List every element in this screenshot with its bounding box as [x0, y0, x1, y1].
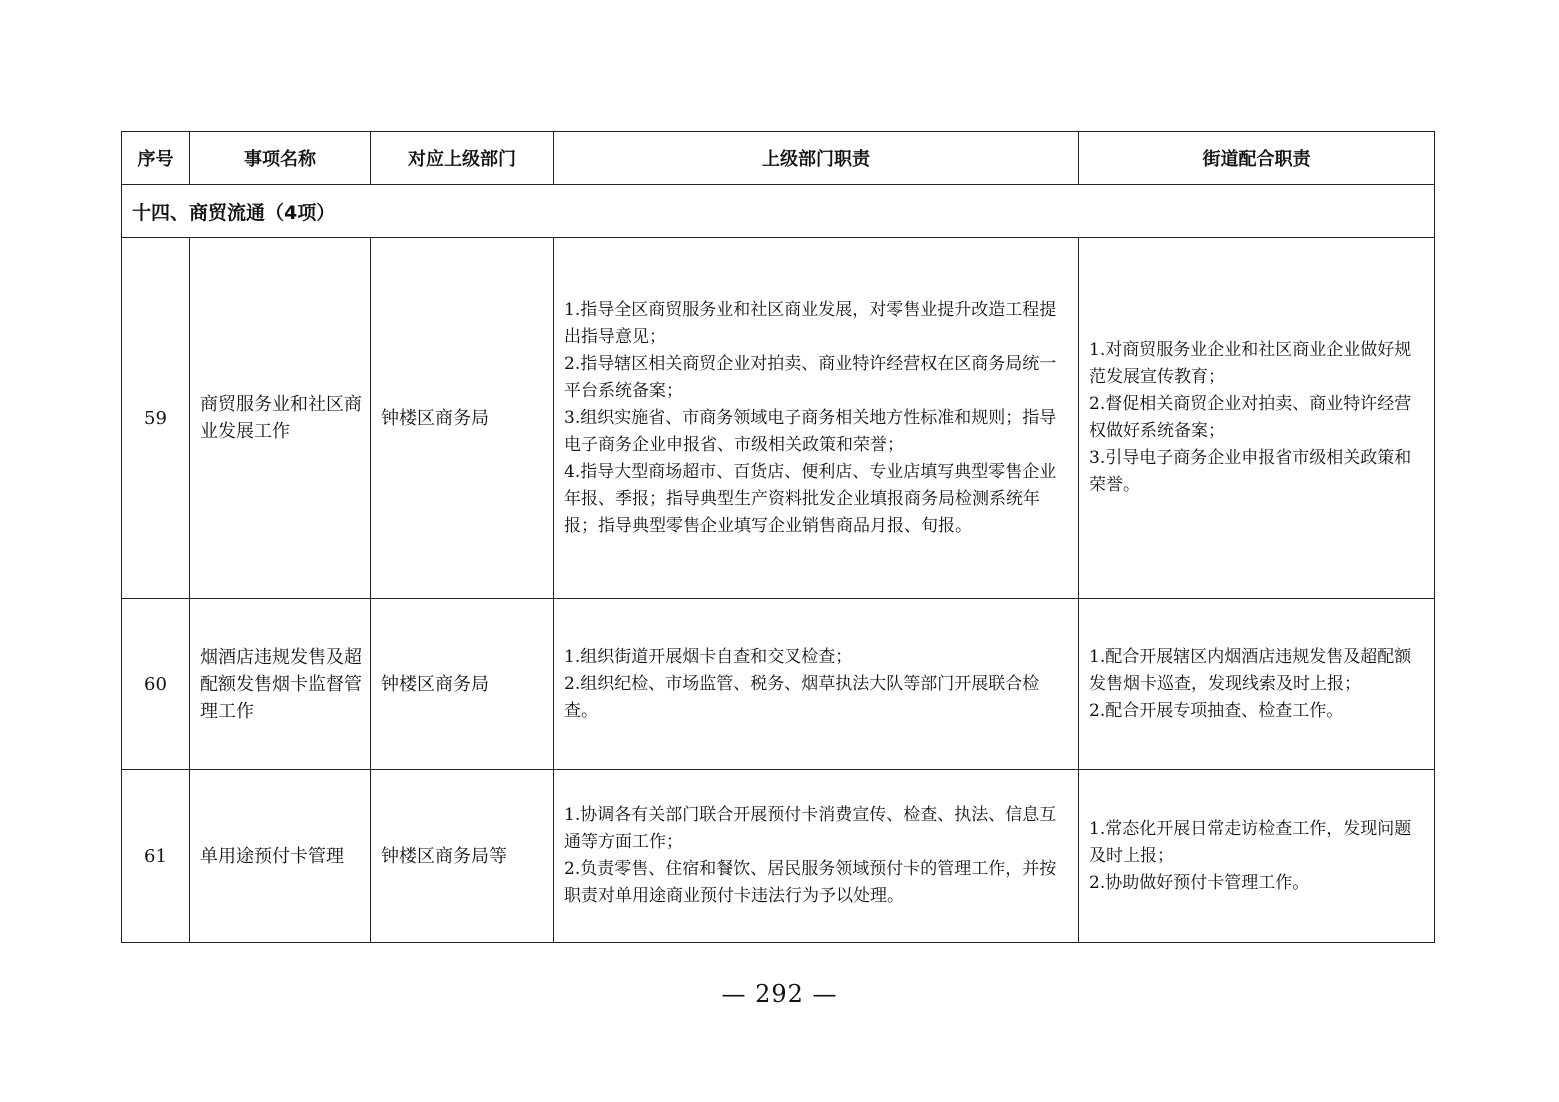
header-seq: 序号: [122, 132, 190, 185]
duty-line: 1.指导全区商贸服务业和社区商业发展，对零售业提升改造工程提出指导意见；: [564, 299, 1057, 347]
street-duties: [1079, 599, 1435, 770]
upper-dept: 钟楼区商务局等: [371, 770, 554, 943]
header-upper-duties: 上级部门职责: [554, 132, 1079, 185]
duty-line: 2.负责零售、住宿和餐饮、居民服务领域预付卡的管理工作，并按职责对单用途商业预付卡违法行为予以处理。: [564, 859, 1057, 906]
duty-line: 1.配合开展辖区内烟酒店违规发售及超配额发售烟卡巡查，发现线索及时上报；: [1089, 646, 1412, 694]
duty-line: 1.组织街道开展烟卡自查和交叉检查；: [564, 646, 853, 667]
row-number: 61: [122, 770, 190, 943]
duty-line: 2.督促相关商贸企业对拍卖、商业特许经营权做好系统备案；: [1089, 394, 1412, 441]
upper-dept: 钟楼区商务局: [371, 599, 554, 770]
table-row: [122, 770, 1435, 943]
duty-line: 2.协助做好预付卡管理工作。: [1089, 872, 1310, 893]
header-item-name: 事项名称: [190, 132, 371, 185]
duty-line: 3.组织实施省、市商务领域电子商务相关地方性标准和规则；指导电子商务企业申报省、市级相关政策和荣誉；: [564, 407, 1057, 455]
item-name: 商贸服务业和社区商业发展工作: [190, 238, 371, 599]
duty-line: 4.指导大型商场超市、百货店、便利店、专业店填写典型零售企业年报、季报；指导典型生产资料批发企业填报商务局检测系统年报；指导典型零售企业填写企业销售商品月报、旬报。: [564, 461, 1057, 536]
duty-table: [121, 131, 1435, 943]
section-row: [122, 185, 1435, 238]
section-title: 十四、商贸流通（4项）: [122, 185, 1435, 238]
upper-dept: 钟楼区商务局: [371, 238, 554, 599]
duty-line: 1.协调各有关部门联合开展预付卡消费宣传、检查、执法、信息互通等方面工作；: [564, 805, 1057, 852]
upper-duties: [554, 770, 1079, 943]
table-row: [122, 599, 1435, 770]
duty-line: 2.指导辖区相关商贸企业对拍卖、商业特许经营权在区商务局统一平台系统备案；: [564, 353, 1057, 401]
duty-line: 2.配合开展专项抽查、检查工作。: [1089, 700, 1344, 721]
street-duties: [1079, 238, 1435, 599]
street-duties: [1079, 770, 1435, 943]
table-row: [122, 238, 1435, 599]
duty-line: 3.引导电子商务企业申报省市级相关政策和荣誉。: [1089, 448, 1412, 495]
duty-line: 2.组织纪检、市场监管、税务、烟草执法大队等部门开展联合检查。: [564, 673, 1040, 721]
header-street-duties: 街道配合职责: [1079, 132, 1435, 185]
duty-line: 1.对商贸服务业企业和社区商业企业做好规范发展宣传教育；: [1089, 340, 1412, 387]
upper-duties: [554, 599, 1079, 770]
upper-duties: [554, 238, 1079, 599]
item-name: 单用途预付卡管理: [190, 770, 371, 943]
duty-line: 1.常态化开展日常走访检查工作，发现问题及时上报；: [1089, 818, 1412, 866]
item-name: 烟酒店违规发售及超配额发售烟卡监督管理工作: [190, 599, 371, 770]
row-number: 59: [122, 238, 190, 599]
page-number: — 292 —: [721, 980, 838, 1008]
header-row: [122, 132, 1435, 185]
row-number: 60: [122, 599, 190, 770]
header-upper-dept: 对应上级部门: [371, 132, 554, 185]
